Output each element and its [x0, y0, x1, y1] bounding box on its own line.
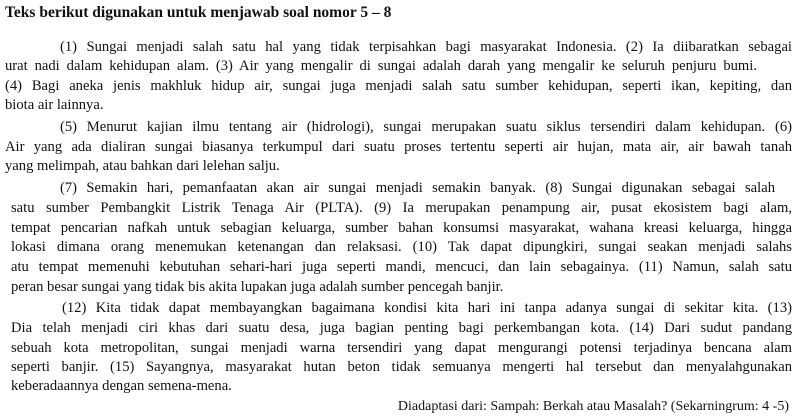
text-line: peran besar sungai yang tidak bis akita lupakan juga adalah sumber pencegah banjir. — [11, 279, 504, 295]
text-line: lokasi dimana orang menemukan ketenangan dan relaksasi. (10) Tak dapat dipungkiri, sungai seakan menjadi salahs — [11, 239, 792, 255]
source-citation: Diadaptasi dari: Sampah: Berkah atau Masalah? (Sekarningrum: 4 -5) — [397, 399, 789, 414]
text-line: (1) Sungai menjadi salah satu hal yang tidak terpisahkan bagi masyarakat Indonesia. (2) Ia diibaratkan sebagai — [60, 39, 792, 55]
text-line: Air yang ada dialiran sungai biasanya terkumpul dari suatu proses tertentu seperti air hujan, mata air, air bawah tanah — [5, 139, 792, 155]
text-line: (7) Semakin hari, pemanfaatan akan air sungai menjadi semakin banyak. (8) Sungai digunakan sebagai salah — [60, 180, 775, 196]
text-line: Dia telah menjadi ciri khas dari suatu desa, juga bagian penting bagi perkembangan kota. (14) Dari sudut pandang — [11, 320, 792, 336]
text-line: yang melimpah, atau bahkan dari lelehan salju. — [5, 158, 280, 174]
text-line: sebuah kota metropolitan, sungai menjadi warna tersendiri yang dapat mengurangi potensi terjadinya bencana alam — [11, 340, 792, 356]
text-line: satu sumber Pembangkit Listrik Tenaga Air (PLTA). (9) Ia merupakan penampung air, pusat ekosistem bagi alam, — [11, 200, 792, 216]
text-line: (4) Bagi aneka jenis makhluk hidup air, sungai juga menjadi salah satu sumber kehidupan, seperti ikan, kepiting, dan — [5, 78, 792, 94]
instruction-heading: Teks berikut digunakan untuk menjawab soal nomor 5 – 8 — [5, 4, 392, 21]
text-line: keberadaannya dengan semena-mena. — [11, 378, 232, 394]
text-line: seperti banjir. (15) Sayangnya, masyarakat hutan beton tidak semuanya mengerti hal tersebut dan menyalahgunakan — [11, 359, 792, 375]
text-line: biota air lainnya. — [5, 97, 104, 113]
text-line: urat nadi dalam kehidupan alam. (3) Air yang mengalir di sungai adalah darah yang mengalir ke seluruh penjuru bumi. — [5, 58, 757, 74]
text-line: atu tempat memenuhi kebutuhan sehari-hari juga seperti mandi, mencuci, dan lain sebagainya. (11) Namun, salah satu — [11, 259, 792, 275]
text-line: (12) Kita tidak dapat membayangkan bagaimana kondisi kita hari ini tanpa adanya sungai di sekitar kita. (13) — [62, 300, 792, 316]
text-line: (5) Menurut kajian ilmu tentang air (hidrologi), sungai merupakan suatu siklus tersendiri dalam kehidupan. (6) — [60, 119, 792, 135]
text-line: tempat pencarian nafkah untuk sebagian keluarga, sumber bahan konsumsi masyarakat, wahana kreasi keluarga, hingga — [11, 220, 792, 236]
